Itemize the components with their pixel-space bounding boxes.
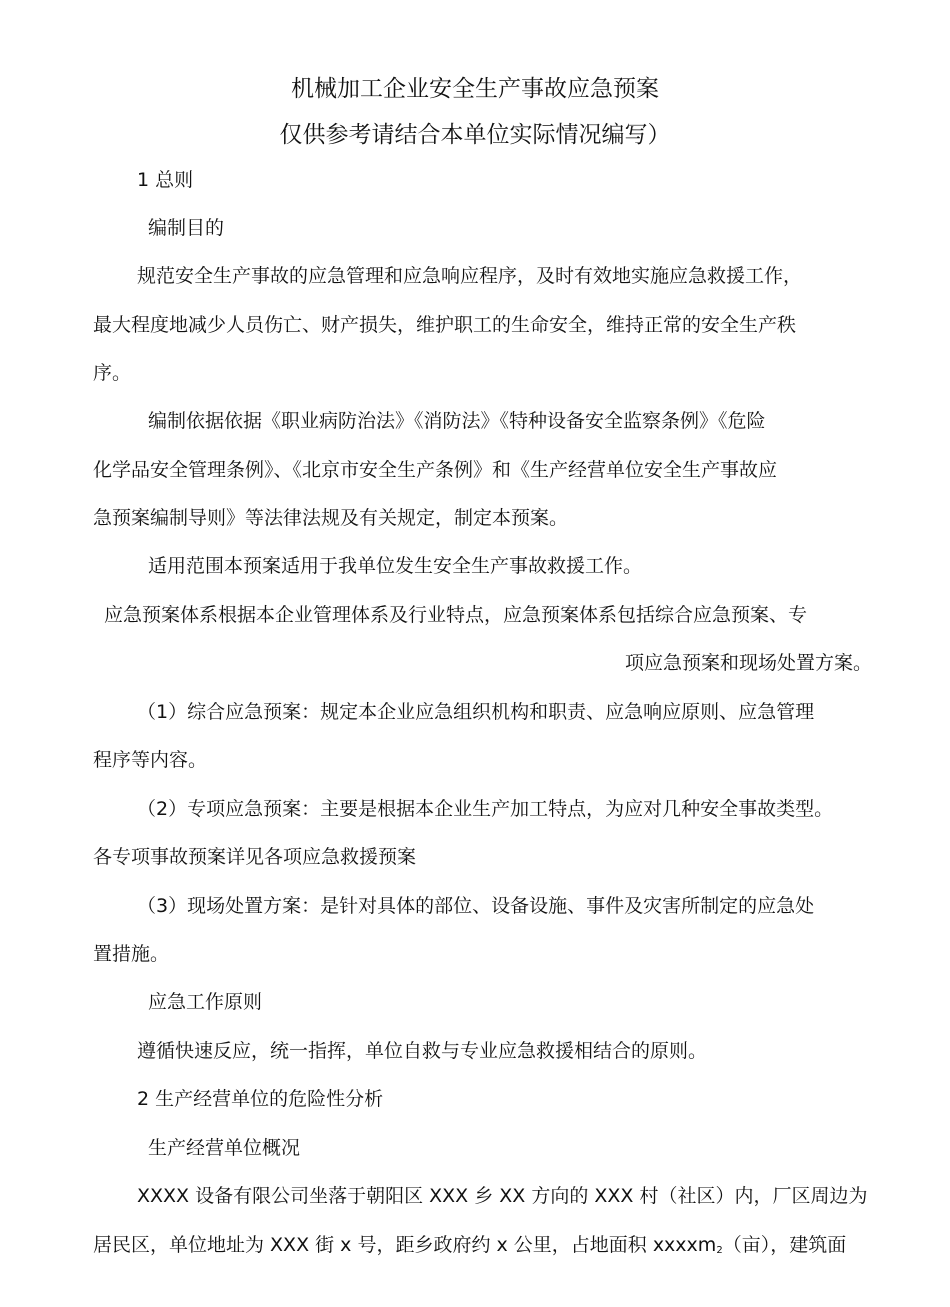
area-unit-superscript: 2	[716, 1245, 723, 1256]
overview-line-1: XXXX 设备有限公司坐落于朝阳区 XXX 乡 XX 方向的 XXX 村（社区）内，厂区周边为	[137, 1185, 868, 1207]
overview-line-2	[93, 1231, 846, 1265]
item-2-line-1: （2）专项应急预案：主要是根据本企业生产加工特点，为应对几种安全事故类型。	[137, 798, 834, 820]
principle-line: 遵循快速反应，统一指挥，单位自救与专业应急救援相结合的原则。	[137, 1040, 708, 1062]
purpose-line-1: 规范安全生产事故的应急管理和应急响应程序，及时有效地实施应急救援工作，	[137, 265, 803, 287]
system-line-2: 项应急预案和现场处置方案。	[624, 652, 872, 674]
item-3-line-2: 置措施。	[93, 943, 170, 965]
basis-line-2: 化学品安全管理条例》、《北京市安全生产条例》和《生产经营单位安全生产事故应	[93, 459, 778, 481]
overview-line-2-text: 居民区，单位地址为 XXX 街 x 号，距乡政府约 x 公里，占地面积 xxxxm	[93, 1234, 717, 1256]
system-line-1: 应急预案体系根据本企业管理体系及行业特点，应急预案体系包括综合应急预案、专	[104, 604, 808, 626]
overview-line-2-tail: （亩），建筑面	[722, 1234, 847, 1256]
purpose-heading: 编制目的	[148, 217, 225, 239]
section-1-heading: 1 总则	[137, 169, 194, 191]
item-1-line-1: （1）综合应急预案：规定本企业应急组织机构和职责、应急响应原则、应急管理	[137, 701, 815, 723]
basis-line-3: 急预案编制导则》等法律法规及有关规定，制定本预案。	[93, 507, 569, 529]
overview-heading: 生产经营单位概况	[148, 1137, 301, 1159]
principle-heading: 应急工作原则	[148, 991, 263, 1013]
section-2-heading: 2 生产经营单位的危险性分析	[137, 1088, 384, 1110]
purpose-line-3: 序。	[93, 362, 132, 384]
document-title: 机械加工企业安全生产事故应急预案	[291, 76, 659, 102]
document-subtitle: 仅供参考请结合本单位实际情况编写）	[279, 122, 671, 148]
item-1-line-2: 程序等内容。	[93, 749, 208, 771]
item-3-line-1: （3）现场处置方案：是针对具体的部位、设备设施、事件及灾害所制定的应急处	[137, 895, 815, 917]
item-2-line-2: 各专项事故预案详见各项应急救援预案	[93, 846, 417, 868]
purpose-line-2: 最大程度地减少人员伤亡、财产损失，维护职工的生命安全，维持正常的安全生产秩	[93, 314, 797, 336]
basis-line-1: 编制依据依据《职业病防治法》《消防法》《特种设备安全监察条例》《危险	[148, 410, 766, 432]
scope-line: 适用范围本预案适用于我单位发生安全生产事故救援工作。	[148, 555, 643, 577]
